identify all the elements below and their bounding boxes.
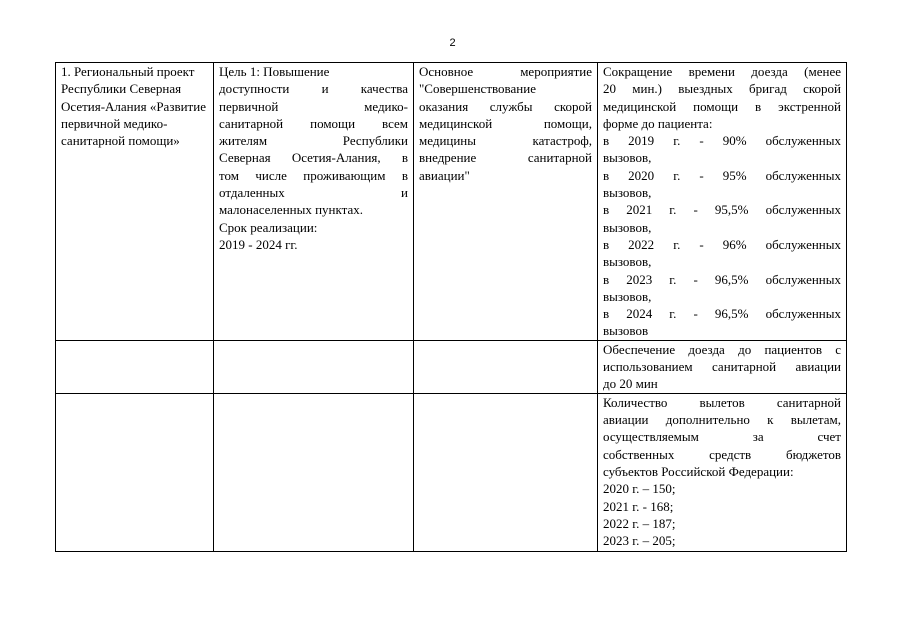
indicator-line: в 2023 г. - 96,5% обслуженных xyxy=(603,271,841,287)
program-table xyxy=(55,62,847,552)
indicator-line: медицинской помощи в экстренной xyxy=(603,98,841,114)
indicator-line: авиации дополнительно к вылетам, xyxy=(603,412,841,428)
indicator-line: вызовов, xyxy=(603,254,652,270)
activity-line: внедрение санитарной xyxy=(419,150,592,166)
indicator-line: вызовов, xyxy=(603,150,652,166)
indicator-line: 20 мин.) выездных бригад скорой xyxy=(603,81,841,97)
goal-line: Цель 1: Повышение xyxy=(219,64,330,79)
project-cell xyxy=(56,340,214,393)
goal-cell xyxy=(214,393,414,551)
table-row xyxy=(56,340,847,393)
indicator-line: 2023 г. – 205; xyxy=(603,533,676,549)
table-row xyxy=(56,393,847,551)
indicator-line: вызовов xyxy=(603,323,649,339)
activity-line: Основное мероприятие xyxy=(419,64,592,79)
indicator-line: Обеспечение доезда до пациентов с xyxy=(603,341,841,357)
indicator-cell xyxy=(598,63,847,341)
page-number: 2 xyxy=(449,37,456,49)
activity-cell xyxy=(414,63,598,341)
indicator-line: вызовов, xyxy=(603,185,652,201)
activity-line: авиации" xyxy=(419,167,470,183)
indicator-line: в 2020 г. - 95% обслуженных xyxy=(603,167,841,183)
goal-line: Срок реализации: xyxy=(219,219,318,235)
goal-line: первичной медико- xyxy=(219,98,408,114)
indicator-line: Количество вылетов санитарной xyxy=(603,394,841,410)
indicator-line: субъектов Российской Федерации: xyxy=(603,463,794,479)
goal-line: Северная Осетия-Алания, в xyxy=(219,150,408,166)
indicator-cell xyxy=(598,340,847,393)
indicator-line: Сокращение времени доезда (менее xyxy=(603,64,841,79)
activity-line: оказания службы скорой xyxy=(419,98,592,114)
indicator-line: в 2024 г. - 96,5% обслуженных xyxy=(603,306,841,322)
indicator-line: в 2022 г. - 96% обслуженных xyxy=(603,236,841,252)
indicator-line: в 2019 г. - 90% обслуженных xyxy=(603,133,841,149)
activity-line: медицины катастроф, xyxy=(419,133,592,149)
project-cell xyxy=(56,63,214,341)
indicator-line: использованием санитарной авиации xyxy=(603,359,841,375)
indicator-line: в 2021 г. - 95,5% обслуженных xyxy=(603,202,841,218)
indicator-line: собственных средств бюджетов xyxy=(603,446,841,462)
table-row xyxy=(56,63,847,341)
goal-cell xyxy=(214,340,414,393)
project-cell xyxy=(56,393,214,551)
indicator-cell xyxy=(598,393,847,551)
indicator-line: вызовов, xyxy=(603,288,652,304)
activity-cell xyxy=(414,393,598,551)
indicator-line: 2020 г. – 150; xyxy=(603,481,676,497)
goal-line: жителям Республики xyxy=(219,133,408,149)
indicator-line: форме до пациента: xyxy=(603,115,713,131)
goal-line: санитарной помощи всем xyxy=(219,115,408,131)
activity-cell xyxy=(414,340,598,393)
activity-line: медицинской помощи, xyxy=(419,115,592,131)
activity-line: "Совершенствование xyxy=(419,81,536,97)
goal-line: том числе проживающим в xyxy=(219,167,408,183)
goal-cell xyxy=(214,63,414,341)
indicator-line: осуществляемым за счет xyxy=(603,429,841,445)
goal-line: малонаселенных пунктах. xyxy=(219,202,364,218)
indicator-line: вызовов, xyxy=(603,219,652,235)
indicator-line: 2021 г. - 168; xyxy=(603,498,674,514)
goal-line: отдаленных и xyxy=(219,185,408,201)
project-text: 1. Региональный проект Республики Северная Осетия-Алания «Развитие первичной медико-санитарной помощи» xyxy=(61,64,206,149)
indicator-line: до 20 мин xyxy=(603,376,658,392)
goal-line: 2019 - 2024 гг. xyxy=(219,236,298,252)
goal-line: доступности и качества xyxy=(219,81,408,97)
indicator-line: 2022 г. – 187; xyxy=(603,515,676,531)
